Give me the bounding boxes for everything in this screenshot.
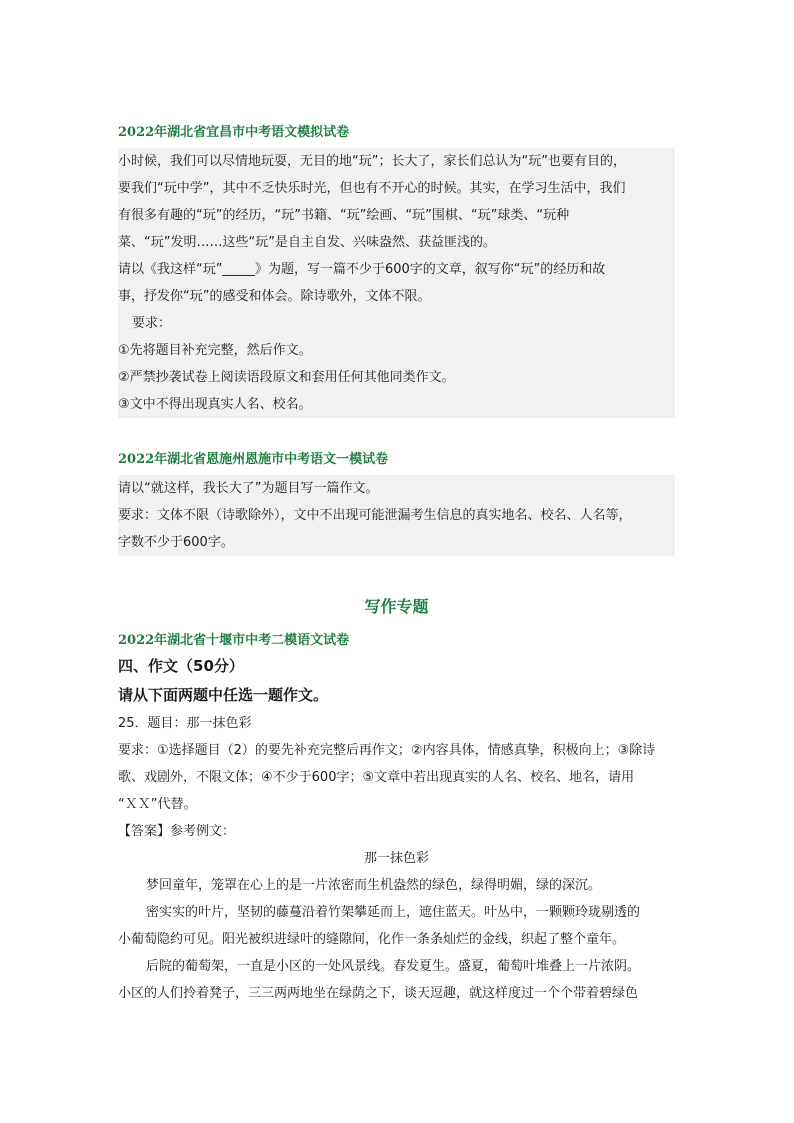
text-line: 菜、“玩”发明……这些“玩”是自主自发、兴味盎然、获益匪浅的。 (118, 235, 496, 250)
essay-paragraph: 后院的葡萄架，一直是小区的一处风景线。春发夏生。盛夏，葡萄叶堆叠上一片浓阴。 (146, 959, 641, 974)
text-line: 要求：①选择题目（2）的要先补充完整后再作文；②内容具体，情感真挚，积极向上；③除诗 (118, 743, 656, 758)
text-line: 事，抒发你“玩”的感受和体会。除诗歌外，文体不限。 (118, 289, 431, 304)
requirement-label: 要求： (132, 316, 172, 331)
section-yichang (118, 122, 675, 418)
text-line: 小时候，我们可以尽情地玩耍，无目的地“玩”；长大了，家长们总认为“玩”也要有目的， (118, 154, 626, 169)
essay-paragraph: 梦回童年，笼罩在心上的是一片浓密而生机盎然的绿色，绿得明媚，绿的深沉。 (146, 878, 602, 893)
text-line: 字数不少于600字。 (118, 535, 234, 550)
requirement-item: ①先将题目补充完整，然后作文。 (118, 343, 312, 358)
answer-label: 【答案】参考例文： (118, 824, 236, 839)
question-instruction: 请从下面两题中任选一题作文。 (118, 686, 329, 704)
section-shiyan (118, 630, 675, 1007)
question-heading: 四、作文（50分） (118, 657, 244, 675)
text-line: 请以《我这样“玩”_____》为题，写一篇不少于600字的文章，叙写你“玩”的经历和故 (118, 262, 606, 277)
text-line: 有很多有趣的“玩”的经历，“玩”书籍、“玩”绘画、“玩”围棋、“玩”球类、“玩种 (118, 208, 570, 223)
essay-line: 小区的人们拎着凳子，三三两两地坐在绿荫之下，谈天逗趣，就这样度过一个个带着碧绿色 (118, 986, 639, 1001)
question-box (118, 148, 675, 418)
source-title: 2022年湖北省恩施州恩施市中考语文一模试卷 (118, 452, 389, 467)
essay-paragraph: 密实实的叶片，坚韧的藤蔓沿着竹架攀延而上，遮住蓝天。叶丛中，一颗颗玲珑剔透的 (146, 905, 641, 920)
requirement-item: ③文中不得出现真实人名、校名。 (118, 397, 312, 412)
source-title: 2022年湖北省宜昌市中考语文模拟试卷 (118, 125, 350, 140)
source-title: 2022年湖北省十堰市中考二模语文试卷 (118, 633, 350, 648)
section-enshi (118, 449, 675, 556)
text-line: 歌、戏剧外，不限文体；④不少于600字；⑤文章中若出现真实的人名、校名、地名，请用 (118, 770, 635, 785)
text-line: 请以“就这样，我长大了”为题目写一篇作文。 (118, 481, 379, 496)
text-line: “ＸＸ”代替。 (118, 797, 197, 812)
essay-title: 那一抹色彩 (363, 851, 429, 866)
text-line: 要求：文体不限（诗歌除外），文中不出现可能泄漏考生信息的真实地名、校名、人名等， (118, 508, 632, 523)
text-line: 25．题目：那一抹色彩 (118, 716, 252, 731)
essay-line: 小葡萄隐约可见。阳光被织进绿叶的缝隙间，化作一条条灿烂的金线，织起了整个童年。 (118, 932, 626, 947)
requirement-item: ②严禁抄袭试卷上阅读语段原文和套用任何其他同类作文。 (118, 370, 455, 385)
question-box (118, 475, 675, 556)
section-heading: 写作专题 (364, 597, 429, 616)
text-line: 要我们“玩中学”，其中不乏快乐时光，但也有不开心的时候。其实，在学习生活中，我们 (118, 181, 626, 196)
